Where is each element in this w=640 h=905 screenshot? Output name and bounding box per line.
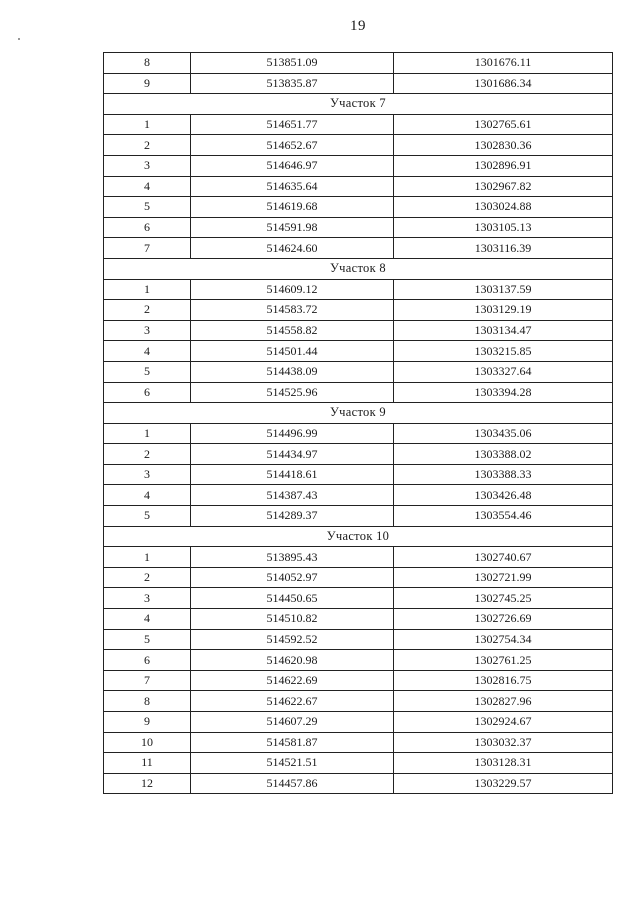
point-number-cell: 2	[104, 300, 191, 321]
table-row	[104, 320, 613, 341]
x-coordinate-cell: 513851.09	[191, 53, 394, 74]
y-coordinate-cell: 1303024.88	[394, 197, 613, 218]
table-row	[104, 423, 613, 444]
point-number-cell: 9	[104, 712, 191, 733]
y-coordinate-cell: 1303435.06	[394, 423, 613, 444]
table-row	[104, 506, 613, 527]
table-row	[104, 588, 613, 609]
table-row	[104, 341, 613, 362]
point-number-cell: 2	[104, 444, 191, 465]
table-row	[104, 567, 613, 588]
y-coordinate-cell: 1302830.36	[394, 135, 613, 156]
y-coordinate-cell: 1303129.19	[394, 300, 613, 321]
x-coordinate-cell: 514652.67	[191, 135, 394, 156]
section-title: Участок 8	[104, 258, 613, 279]
point-number-cell: 2	[104, 567, 191, 588]
y-coordinate-cell: 1302721.99	[394, 567, 613, 588]
table-row	[104, 712, 613, 733]
y-coordinate-cell: 1303388.02	[394, 444, 613, 465]
table-row	[104, 609, 613, 630]
table-row	[104, 53, 613, 74]
point-number-cell: 3	[104, 588, 191, 609]
x-coordinate-cell: 514387.43	[191, 485, 394, 506]
x-coordinate-cell: 514510.82	[191, 609, 394, 630]
point-number-cell: 3	[104, 155, 191, 176]
x-coordinate-cell: 514521.51	[191, 753, 394, 774]
y-coordinate-cell: 1303105.13	[394, 217, 613, 238]
point-number-cell: 5	[104, 629, 191, 650]
table-row	[104, 691, 613, 712]
y-coordinate-cell: 1302765.61	[394, 114, 613, 135]
y-coordinate-cell: 1302967.82	[394, 176, 613, 197]
point-number-cell: 6	[104, 217, 191, 238]
x-coordinate-cell: 514607.29	[191, 712, 394, 733]
table-row	[104, 114, 613, 135]
table-row	[104, 361, 613, 382]
section-title: Участок 9	[104, 403, 613, 424]
table-row	[104, 753, 613, 774]
table-row	[104, 732, 613, 753]
coordinates-table-body	[104, 53, 613, 794]
x-coordinate-cell: 514651.77	[191, 114, 394, 135]
y-coordinate-cell: 1303137.59	[394, 279, 613, 300]
table-row	[104, 155, 613, 176]
section-header-row	[104, 403, 613, 424]
table-row	[104, 629, 613, 650]
table-row	[104, 444, 613, 465]
scan-speck	[18, 38, 20, 40]
point-number-cell: 1	[104, 279, 191, 300]
table-row	[104, 547, 613, 568]
x-coordinate-cell: 513895.43	[191, 547, 394, 568]
y-coordinate-cell: 1302726.69	[394, 609, 613, 630]
y-coordinate-cell: 1303554.46	[394, 506, 613, 527]
point-number-cell: 9	[104, 73, 191, 94]
x-coordinate-cell: 514496.99	[191, 423, 394, 444]
point-number-cell: 4	[104, 485, 191, 506]
point-number-cell: 6	[104, 382, 191, 403]
x-coordinate-cell: 514558.82	[191, 320, 394, 341]
table-row	[104, 650, 613, 671]
table-row	[104, 197, 613, 218]
y-coordinate-cell: 1302745.25	[394, 588, 613, 609]
x-coordinate-cell: 514525.96	[191, 382, 394, 403]
y-coordinate-cell: 1301686.34	[394, 73, 613, 94]
y-coordinate-cell: 1302827.96	[394, 691, 613, 712]
y-coordinate-cell: 1301676.11	[394, 53, 613, 74]
point-number-cell: 5	[104, 361, 191, 382]
point-number-cell: 4	[104, 609, 191, 630]
x-coordinate-cell: 514609.12	[191, 279, 394, 300]
y-coordinate-cell: 1302754.34	[394, 629, 613, 650]
y-coordinate-cell: 1303032.37	[394, 732, 613, 753]
x-coordinate-cell: 514646.97	[191, 155, 394, 176]
point-number-cell: 11	[104, 753, 191, 774]
x-coordinate-cell: 514583.72	[191, 300, 394, 321]
x-coordinate-cell: 514438.09	[191, 361, 394, 382]
coordinates-table	[103, 52, 613, 794]
table-row	[104, 217, 613, 238]
y-coordinate-cell: 1302740.67	[394, 547, 613, 568]
y-coordinate-cell: 1302816.75	[394, 670, 613, 691]
x-coordinate-cell: 514450.65	[191, 588, 394, 609]
section-title: Участок 10	[104, 526, 613, 547]
y-coordinate-cell: 1302924.67	[394, 712, 613, 733]
point-number-cell: 5	[104, 506, 191, 527]
x-coordinate-cell: 514457.86	[191, 773, 394, 794]
x-coordinate-cell: 514501.44	[191, 341, 394, 362]
section-title: Участок 7	[104, 94, 613, 115]
point-number-cell: 1	[104, 114, 191, 135]
x-coordinate-cell: 514581.87	[191, 732, 394, 753]
y-coordinate-cell: 1303134.47	[394, 320, 613, 341]
point-number-cell: 7	[104, 238, 191, 259]
table-row	[104, 300, 613, 321]
x-coordinate-cell: 514591.98	[191, 217, 394, 238]
table-row	[104, 382, 613, 403]
point-number-cell: 4	[104, 176, 191, 197]
point-number-cell: 7	[104, 670, 191, 691]
y-coordinate-cell: 1303426.48	[394, 485, 613, 506]
point-number-cell: 8	[104, 691, 191, 712]
y-coordinate-cell: 1302761.25	[394, 650, 613, 671]
table-row	[104, 73, 613, 94]
point-number-cell: 5	[104, 197, 191, 218]
x-coordinate-cell: 514619.68	[191, 197, 394, 218]
x-coordinate-cell: 514624.60	[191, 238, 394, 259]
table-row	[104, 135, 613, 156]
table-row	[104, 238, 613, 259]
point-number-cell: 8	[104, 53, 191, 74]
x-coordinate-cell: 514592.52	[191, 629, 394, 650]
x-coordinate-cell: 514622.69	[191, 670, 394, 691]
point-number-cell: 1	[104, 423, 191, 444]
point-number-cell: 4	[104, 341, 191, 362]
point-number-cell: 6	[104, 650, 191, 671]
x-coordinate-cell: 514289.37	[191, 506, 394, 527]
point-number-cell: 1	[104, 547, 191, 568]
section-header-row	[104, 94, 613, 115]
x-coordinate-cell: 514052.97	[191, 567, 394, 588]
point-number-cell: 2	[104, 135, 191, 156]
point-number-cell: 3	[104, 320, 191, 341]
y-coordinate-cell: 1303215.85	[394, 341, 613, 362]
x-coordinate-cell: 514620.98	[191, 650, 394, 671]
section-header-row	[104, 258, 613, 279]
y-coordinate-cell: 1302896.91	[394, 155, 613, 176]
x-coordinate-cell: 513835.87	[191, 73, 394, 94]
table-row	[104, 279, 613, 300]
table-row	[104, 773, 613, 794]
table-row	[104, 176, 613, 197]
point-number-cell: 10	[104, 732, 191, 753]
y-coordinate-cell: 1303116.39	[394, 238, 613, 259]
table-row	[104, 464, 613, 485]
y-coordinate-cell: 1303394.28	[394, 382, 613, 403]
x-coordinate-cell: 514434.97	[191, 444, 394, 465]
y-coordinate-cell: 1303128.31	[394, 753, 613, 774]
x-coordinate-cell: 514418.61	[191, 464, 394, 485]
page-number: 19	[350, 18, 366, 34]
section-header-row	[104, 526, 613, 547]
y-coordinate-cell: 1303327.64	[394, 361, 613, 382]
table-row	[104, 670, 613, 691]
y-coordinate-cell: 1303388.33	[394, 464, 613, 485]
x-coordinate-cell: 514635.64	[191, 176, 394, 197]
point-number-cell: 12	[104, 773, 191, 794]
point-number-cell: 3	[104, 464, 191, 485]
table-row	[104, 485, 613, 506]
x-coordinate-cell: 514622.67	[191, 691, 394, 712]
y-coordinate-cell: 1303229.57	[394, 773, 613, 794]
